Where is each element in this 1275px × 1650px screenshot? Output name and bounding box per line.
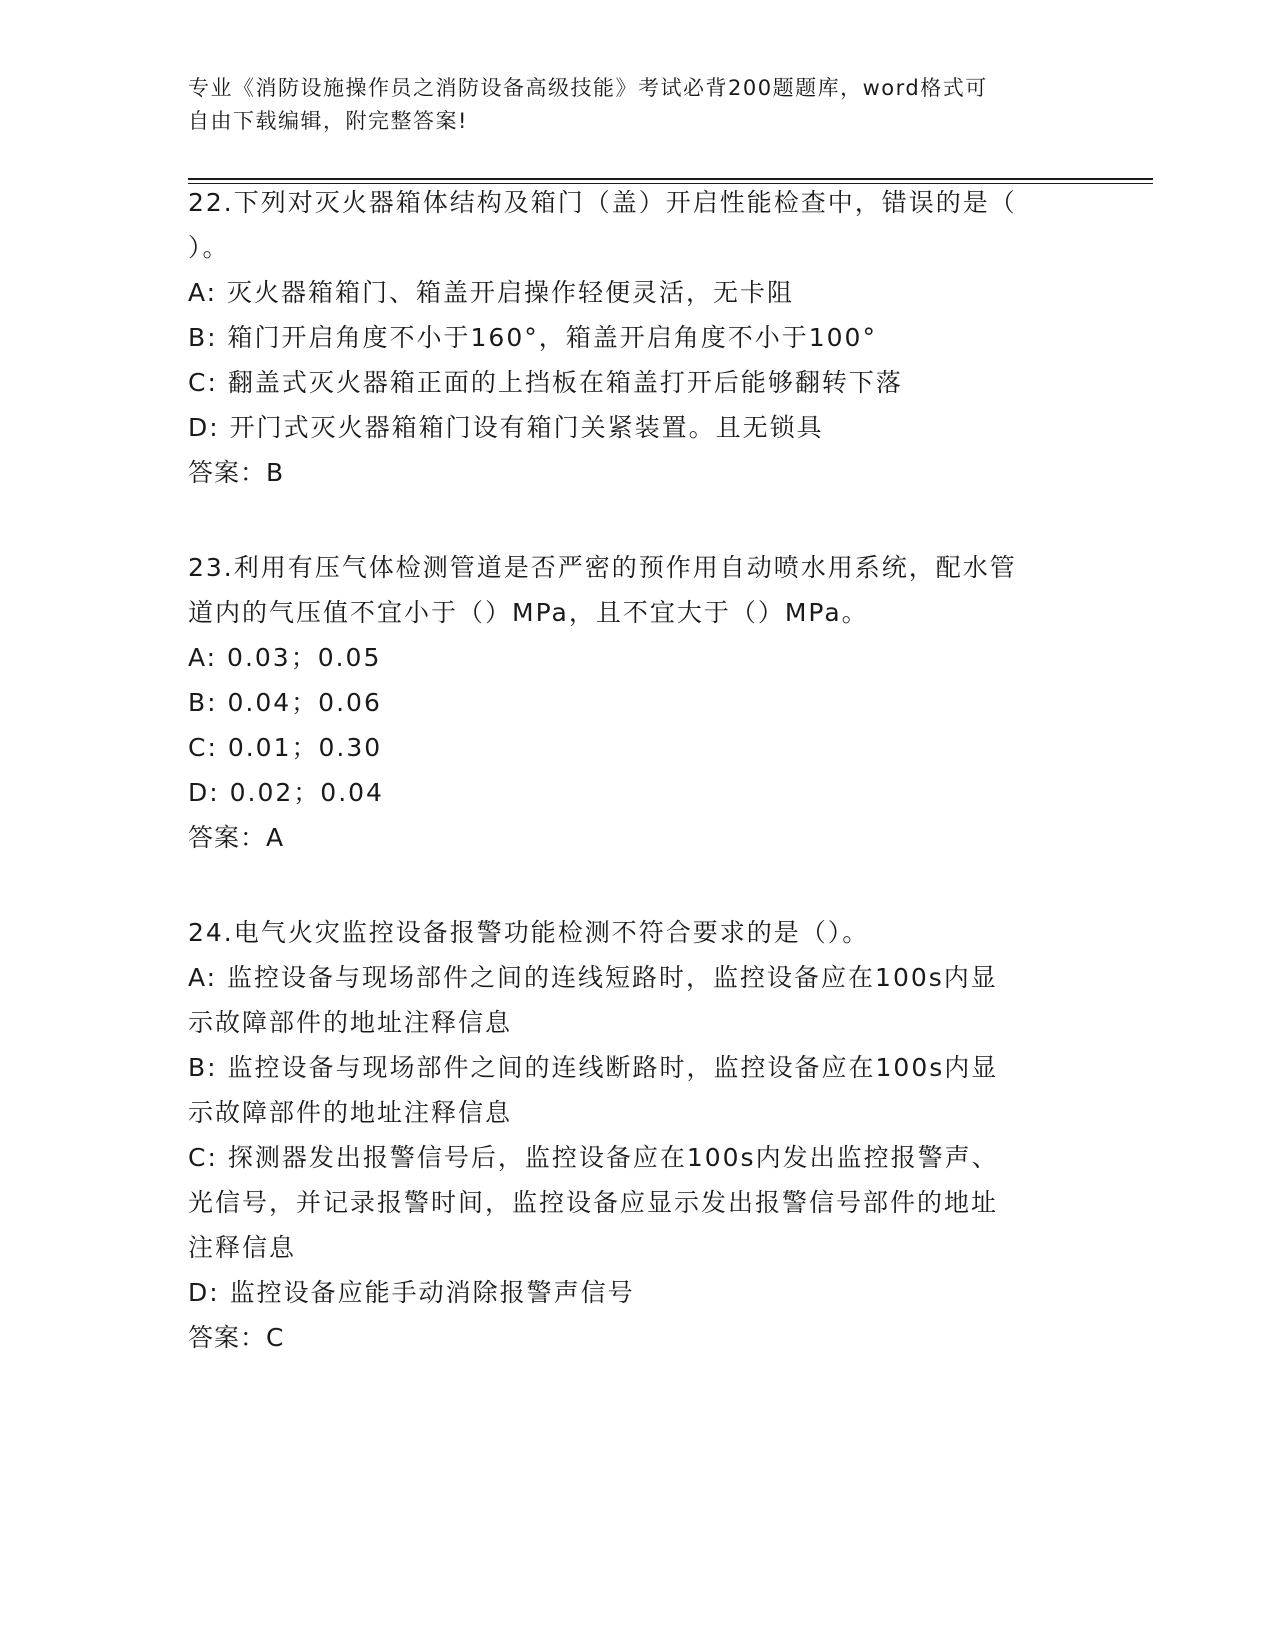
option-a-continued: 示故障部件的地址注释信息	[188, 1008, 513, 1037]
option-a: A: 0.03；0.05	[188, 643, 382, 672]
answer-line: 答案：B	[188, 458, 285, 487]
question-23	[188, 545, 1088, 860]
question-stem-line: 道内的气压值不宜小于（）MPa，且不宜大于（）MPa。	[188, 598, 869, 627]
option-c-continued: 注释信息	[188, 1233, 297, 1262]
question-22	[188, 180, 1088, 495]
page-header	[188, 72, 1088, 138]
option-b: B: 0.04；0.06	[188, 688, 382, 717]
option-d: D: 监控设备应能手动消除报警声信号	[188, 1278, 635, 1307]
header-line-2: 自由下载编辑，附完整答案!	[188, 109, 468, 133]
option-d: D: 开门式灭火器箱箱门设有箱门关紧装置。且无锁具	[188, 413, 824, 442]
option-a: A: 灭火器箱箱门、箱盖开启操作轻便灵活，无卡阻	[188, 278, 795, 307]
option-b-continued: 示故障部件的地址注释信息	[188, 1098, 513, 1127]
option-a: A: 监控设备与现场部件之间的连线短路时，监控设备应在100s内显	[188, 963, 998, 992]
option-b: B: 箱门开启角度不小于160°，箱盖开启角度不小于100°	[188, 323, 877, 352]
question-24	[188, 910, 1088, 1360]
option-c: C: 翻盖式灭火器箱正面的上挡板在箱盖打开后能够翻转下落	[188, 368, 903, 397]
question-stem-line: 24.电气火灾监控设备报警功能检测不符合要求的是（）。	[188, 918, 870, 947]
option-b: B: 监控设备与现场部件之间的连线断路时，监控设备应在100s内显	[188, 1053, 999, 1082]
question-stem-line: 22.下列对灭火器箱体结构及箱门（盖）开启性能检查中，错误的是（	[188, 188, 1017, 217]
option-d: D: 0.02；0.04	[188, 778, 384, 807]
option-c-continued: 光信号，并记录报警时间，监控设备应显示发出报警信号部件的地址	[188, 1188, 999, 1217]
option-c: C: 0.01；0.30	[188, 733, 383, 762]
option-c: C: 探测器发出报警信号后，监控设备应在100s内发出监控报警声、	[188, 1143, 999, 1172]
answer-line: 答案：C	[188, 1323, 285, 1352]
question-stem-line: ）。	[188, 233, 230, 262]
question-stem-line: 23.利用有压气体检测管道是否严密的预作用自动喷水用系统，配水管	[188, 553, 1017, 582]
header-line-1: 专业《消防设施操作员之消防设备高级技能》考试必背200题题库，word格式可	[188, 76, 988, 100]
answer-line: 答案：A	[188, 823, 285, 852]
